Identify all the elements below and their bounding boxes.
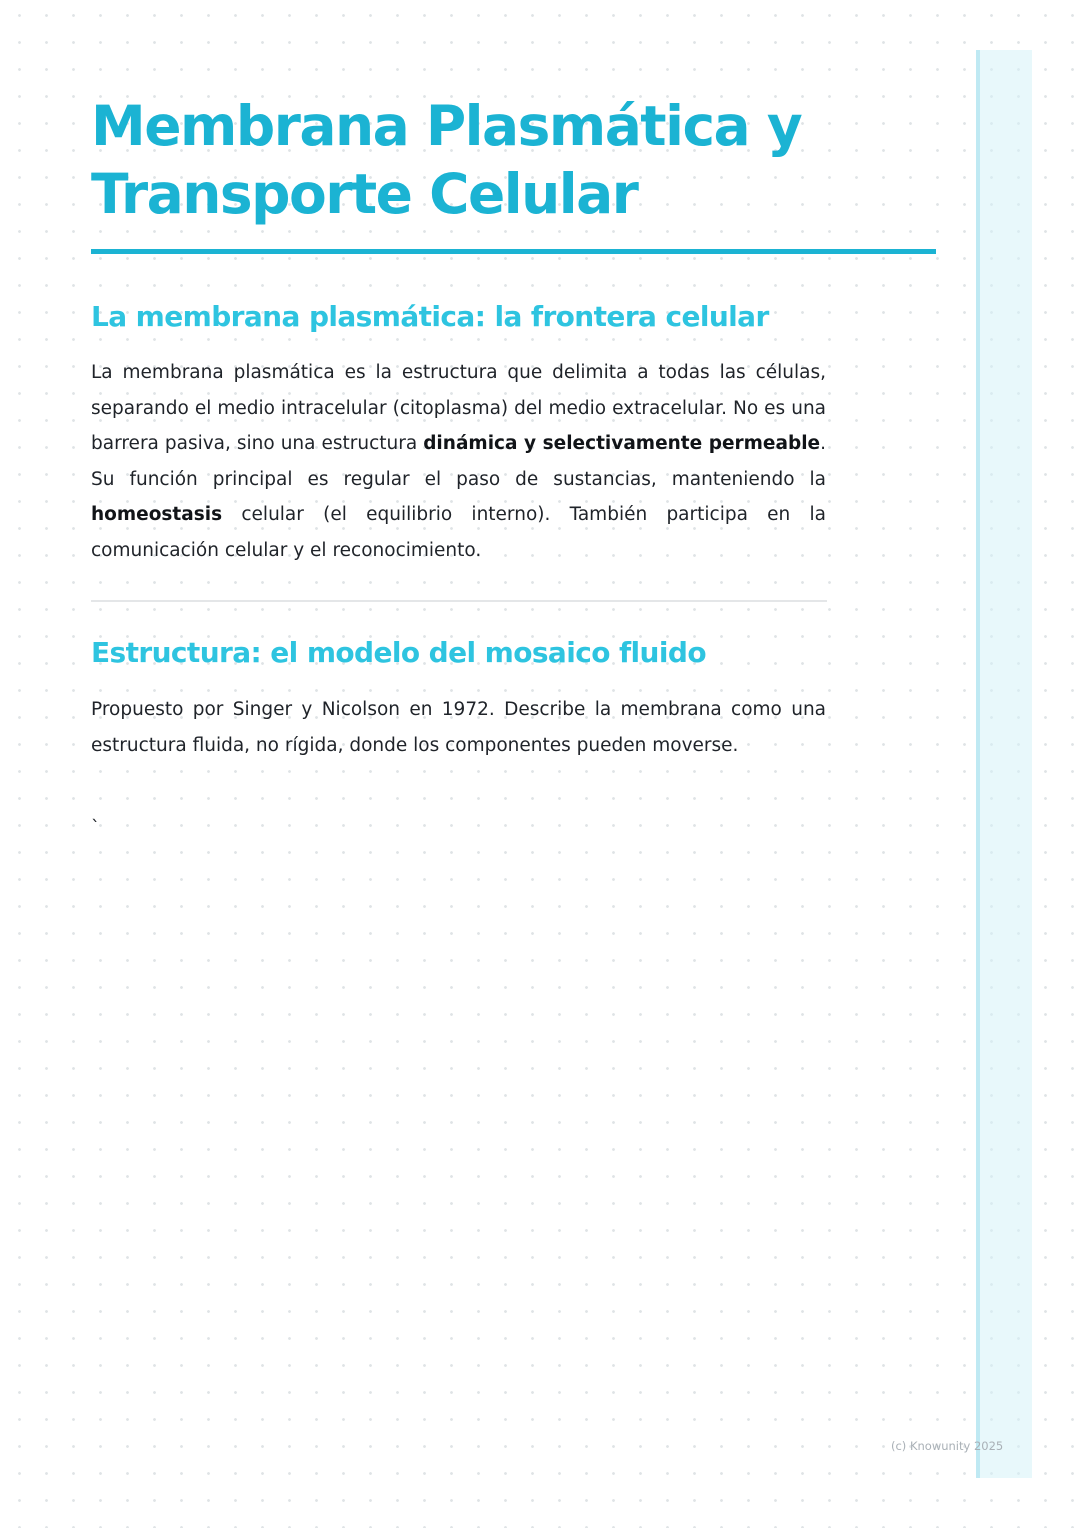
copyright-footer: (c) Knowunity 2025 <box>891 1439 1004 1453</box>
section-paragraph-structure: Propuesto por Singer y Nicolson en 1972. Describe la membrana como una estructura fluida, no rígida, donde los componentes pueden moverse. <box>91 699 826 756</box>
section-paragraph-membrane <box>91 355 826 568</box>
section-heading-membrane: La membrana plasmática: la frontera celular <box>91 300 769 333</box>
bold-term-homeostasis: homeostasis <box>91 504 223 525</box>
margin-strip <box>976 50 1032 1478</box>
paragraph-text: . Su función principal es regular el paso de sustancias, manteniendo la <box>91 433 826 490</box>
section-heading-structure: Estructura: el modelo del mosaico fluido <box>91 636 706 669</box>
title-underline <box>91 249 936 254</box>
paragraph-text: La membrana plasmática es la estructura que delimita a todas las células, separando el medio intracelular (citoplasma) del medio extracelular. No es una barrera pasiva, sino una estructura <box>91 362 826 454</box>
section-divider <box>91 600 827 602</box>
bold-term-dynamic-permeable: dinámica y selectivamente permeable <box>423 433 821 454</box>
paragraph-text: celular (el equilibrio interno). También participa en la comunicación celular y el reconocimiento. <box>91 504 826 561</box>
page-title: Membrana Plasmática y Transporte Celular <box>91 94 802 226</box>
stray-backtick-mark: ` <box>91 817 100 838</box>
